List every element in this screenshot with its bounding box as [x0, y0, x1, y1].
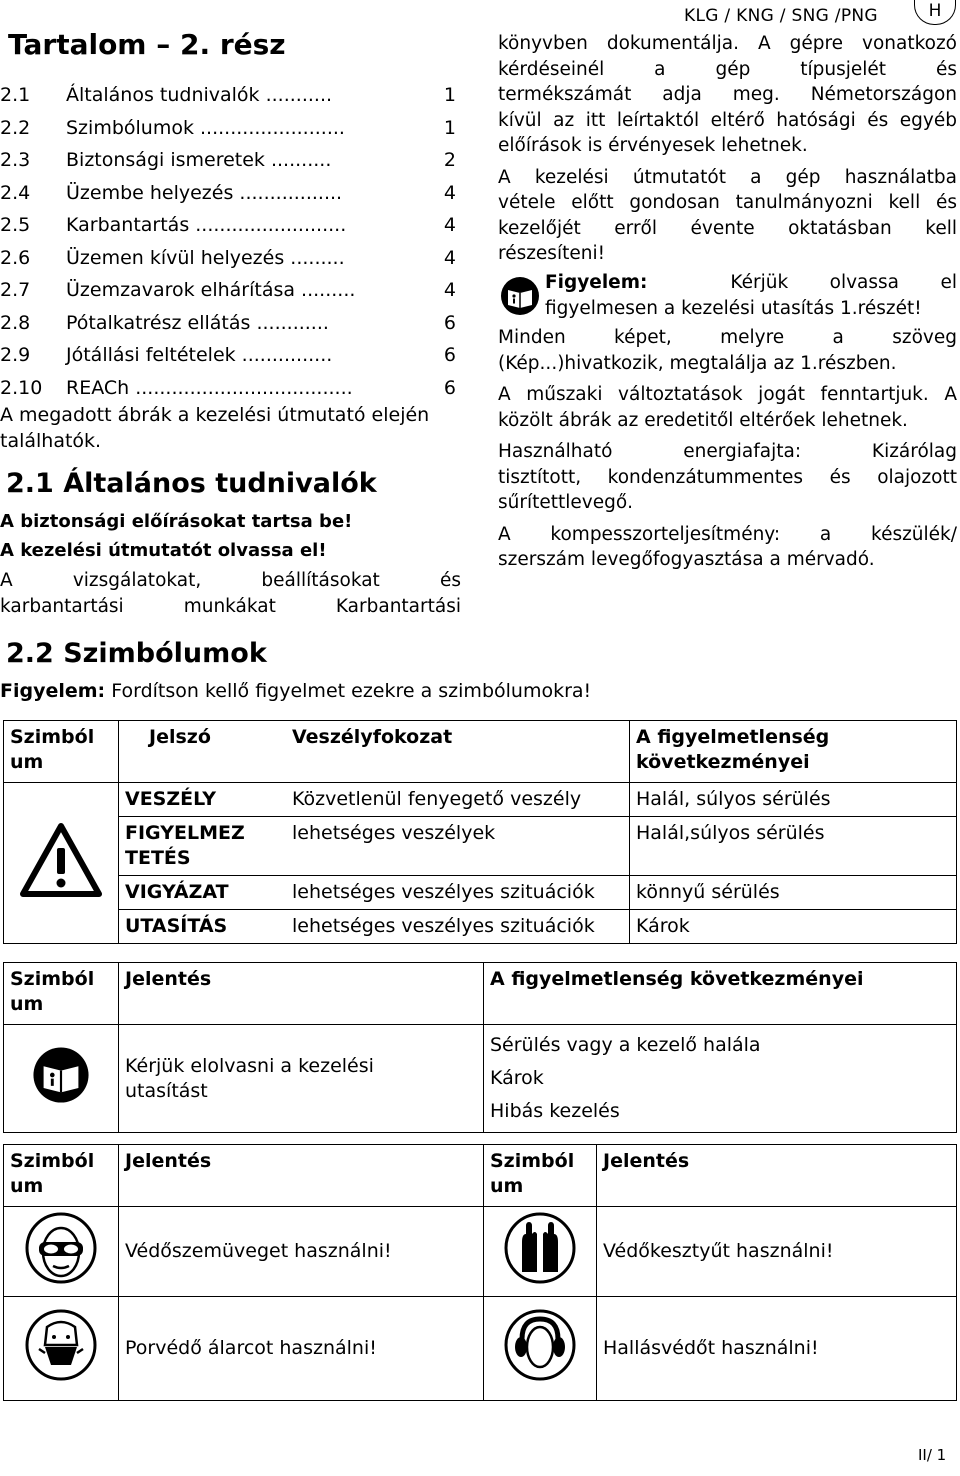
body-text: (Kép...)hivatkozik, megtalálja az 1.részben. [498, 352, 897, 374]
hazard-level: lehetséges veszélyek [286, 817, 630, 876]
table-row [4, 910, 957, 944]
col-header-meaning: Jelentés [119, 1145, 484, 1207]
consequence: Károk [630, 910, 957, 944]
symbol-cell [4, 1207, 119, 1297]
right-column-lower [498, 325, 957, 573]
consequence: könnyű sérülés [630, 876, 957, 910]
safety-gloves-icon [504, 1212, 576, 1284]
notice-text: Fordítson kellő figyelmet ezekre a szimbólumokra! [105, 680, 592, 702]
hazard-level: lehetséges veszélyes szituációk [286, 910, 630, 944]
body-text: részesíteni! [498, 243, 606, 264]
toc-page: 4 [443, 279, 456, 301]
table-row [4, 876, 957, 910]
body-text: előírások is érvényesek lehetnek. [498, 135, 808, 156]
meaning: Porvédő álarcot használni! [119, 1297, 484, 1401]
body-text: közölt ábrák az eredetitől eltérőek lehetnek. [498, 409, 908, 431]
warning-triangle-icon [19, 822, 103, 898]
body-text: tisztított, kondenzátummentes és olajozott [498, 466, 957, 488]
notice-label: Figyelem: [0, 680, 106, 702]
toc-item[interactable] [0, 275, 462, 308]
body-text: sűrítettlevegő. [498, 492, 634, 513]
body-text: kérdéseinél a gép típusjelét és [498, 58, 957, 80]
safety-bold-line: A biztonsági előírásokat tartsa be! [0, 511, 353, 532]
toc-num: 2.2 [0, 116, 31, 139]
body-text: vétele előtt gondosan tanulmányozni kell és [498, 192, 957, 213]
symbol-cell [484, 1297, 597, 1401]
section-heading-2-1: 2.1 Általános tudnivalók [6, 468, 377, 499]
col-header-meaning: Jelentés [597, 1145, 957, 1207]
toc-item[interactable] [0, 308, 462, 341]
body-text: kívül az itt leírtaktól eltérő hatósági és egyéb [498, 109, 957, 131]
manual-notice [545, 270, 957, 321]
body-text: Használható energiafajta: Kizárólag [498, 441, 957, 462]
toc-label: Biztonsági ismeretek .......... [66, 149, 332, 171]
toc-page: 6 [443, 344, 456, 366]
hearing-protection-icon [504, 1309, 576, 1381]
toc-num: 2.9 [0, 344, 31, 366]
col-header-symbol: Szimból um [484, 1145, 597, 1207]
toc-label: REACh .................................... [66, 376, 353, 399]
body-text: kezelőjét erről évente oktatásban kell [498, 217, 957, 239]
table-row [4, 817, 957, 876]
col-header-symbol: Szimból um [4, 963, 119, 1025]
toc-item[interactable] [0, 145, 462, 178]
toc-label: Üzemzavarok elhárítása ......... [66, 279, 356, 301]
symbols-notice [0, 680, 591, 702]
signal-word: FIGYELMEZ TETÉS [119, 817, 287, 876]
dust-mask-icon [25, 1309, 97, 1381]
body-text: karbantartási munkákat Karbantartási [0, 596, 461, 617]
body-text: A kezelési útmutatót a gép használatba [498, 166, 957, 188]
body-text: A vizsgálatokat, beállításokat és [0, 570, 461, 591]
toc-page: 1 [443, 84, 456, 106]
table-row [4, 1025, 957, 1133]
consequence: Károk [490, 1067, 544, 1089]
safety-goggles-icon [25, 1212, 97, 1284]
col-header-symbol: Szimból um [4, 1145, 119, 1207]
read-manual-icon [500, 276, 540, 316]
toc-label: Üzembe helyezés ................. [66, 181, 343, 204]
consequence: Sérülés vagy a kezelő halála [490, 1034, 761, 1056]
toc-page: 4 [443, 181, 456, 204]
signal-word-table [3, 720, 957, 944]
toc-num: 2.1 [0, 84, 31, 106]
consequence: Halál, súlyos sérülés [630, 783, 957, 817]
section-heading-2-2: 2.2 Szimbólumok [6, 638, 267, 669]
symbol-cell [484, 1207, 597, 1297]
toc-label: Karbantartás ......................... [66, 214, 347, 236]
toc-page: 2 [443, 149, 456, 171]
signal-word: UTASÍTÁS [119, 910, 287, 944]
manual-symbol-table [3, 962, 957, 1133]
hazard-level: Közvetlenül fenyegető veszély [286, 783, 630, 817]
language-badge: H [914, 0, 956, 25]
toc-item[interactable] [0, 178, 462, 211]
toc-page: 4 [443, 246, 456, 269]
toc-list [0, 80, 462, 405]
col-header-consequences: A figyelmetlenség következményei [484, 963, 957, 1025]
body-text: termékszámát adja meg. Németországon [498, 84, 957, 105]
meaning: Védőszemüveget használni! [119, 1207, 484, 1297]
symbol-cell [4, 783, 119, 944]
meaning: Védőkesztyűt használni! [597, 1207, 957, 1297]
symbol-cell [4, 1297, 119, 1401]
col-header-meaning: Jelentés [119, 963, 484, 1025]
toc-page: 6 [443, 311, 456, 334]
toc-label: Általános tudnivalók ........... [66, 84, 333, 106]
toc-page: 1 [443, 116, 456, 139]
signal-word: VESZÉLY [119, 783, 287, 817]
right-column [498, 31, 957, 267]
notice-text: Kérjük olvassa el [730, 272, 957, 293]
toc-num: 2.6 [0, 246, 31, 269]
body-text: könyvben dokumentálja. A gépre vonatkozó [498, 33, 957, 54]
toc-title: Tartalom – 2. rész [8, 28, 286, 61]
document-code: KLG / KNG / SNG /PNG [684, 6, 878, 26]
toc-label: Üzemen kívül helyezés ......... [66, 246, 345, 269]
toc-item[interactable] [0, 340, 462, 373]
page-number: II/ 1 [918, 1446, 947, 1464]
toc-item[interactable] [0, 373, 462, 406]
consequence: Hibás kezelés [490, 1100, 620, 1122]
toc-num: 2.7 [0, 279, 31, 301]
col-header-symbol: Szimból um [4, 721, 119, 783]
toc-item[interactable] [0, 243, 462, 276]
col-header-hazard-level: Veszélyfokozat [286, 721, 630, 783]
toc-page: 6 [443, 376, 456, 399]
toc-label: Szimbólumok ........................ [66, 116, 345, 139]
meaning: Hallásvédőt használni! [597, 1297, 957, 1401]
toc-item[interactable] [0, 210, 462, 243]
col-header-consequences: A figyelmetlenség következményei [630, 721, 957, 783]
toc-num: 2.4 [0, 181, 31, 204]
symbol-cell [4, 1025, 119, 1133]
notice-text: figyelmesen a kezelési utasítás 1.részét! [545, 297, 922, 319]
read-manual-icon [32, 1046, 90, 1104]
hazard-level: lehetséges veszélyes szituációk [286, 876, 630, 910]
toc-label: Jótállási feltételek ............... [66, 344, 333, 366]
table-row [4, 1207, 957, 1297]
table-row [4, 1297, 957, 1401]
notice-label: Figyelem: [545, 272, 648, 293]
consequence: Halál,súlyos sérülés [630, 817, 957, 876]
toc-note: A megadott ábrák a kezelési útmutató elején találhatók. [0, 404, 430, 452]
body-text: A kompesszorteljesítmény: a készülék/ [498, 523, 957, 545]
body-text: A műszaki változtatások jogát fenntartjuk. A [498, 384, 957, 405]
toc-label: Pótalkatrész ellátás ............ [66, 311, 329, 334]
toc-num: 2.8 [0, 311, 31, 334]
manual-bold-line: A kezelési útmutatót olvassa el! [0, 540, 327, 561]
signal-word: VIGYÁZAT [119, 876, 287, 910]
meaning: Kérjük elolvasni a kezelési utasítást [119, 1025, 484, 1133]
body-text: Minden képet, melyre a szöveg [498, 327, 957, 348]
toc-num: 2.3 [0, 149, 31, 171]
ppe-symbol-table [3, 1144, 957, 1401]
toc-item[interactable] [0, 80, 462, 113]
col-header-signal-word: Jelszó [119, 721, 287, 783]
toc-num: 2.5 [0, 214, 31, 236]
toc-page: 4 [443, 214, 456, 236]
table-row [4, 783, 957, 817]
toc-num: 2.10 [0, 376, 43, 399]
toc-item[interactable] [0, 113, 462, 146]
consequence-list [484, 1025, 957, 1133]
body-text: szerszám levegőfogyasztása a mérvadó. [498, 549, 875, 570]
